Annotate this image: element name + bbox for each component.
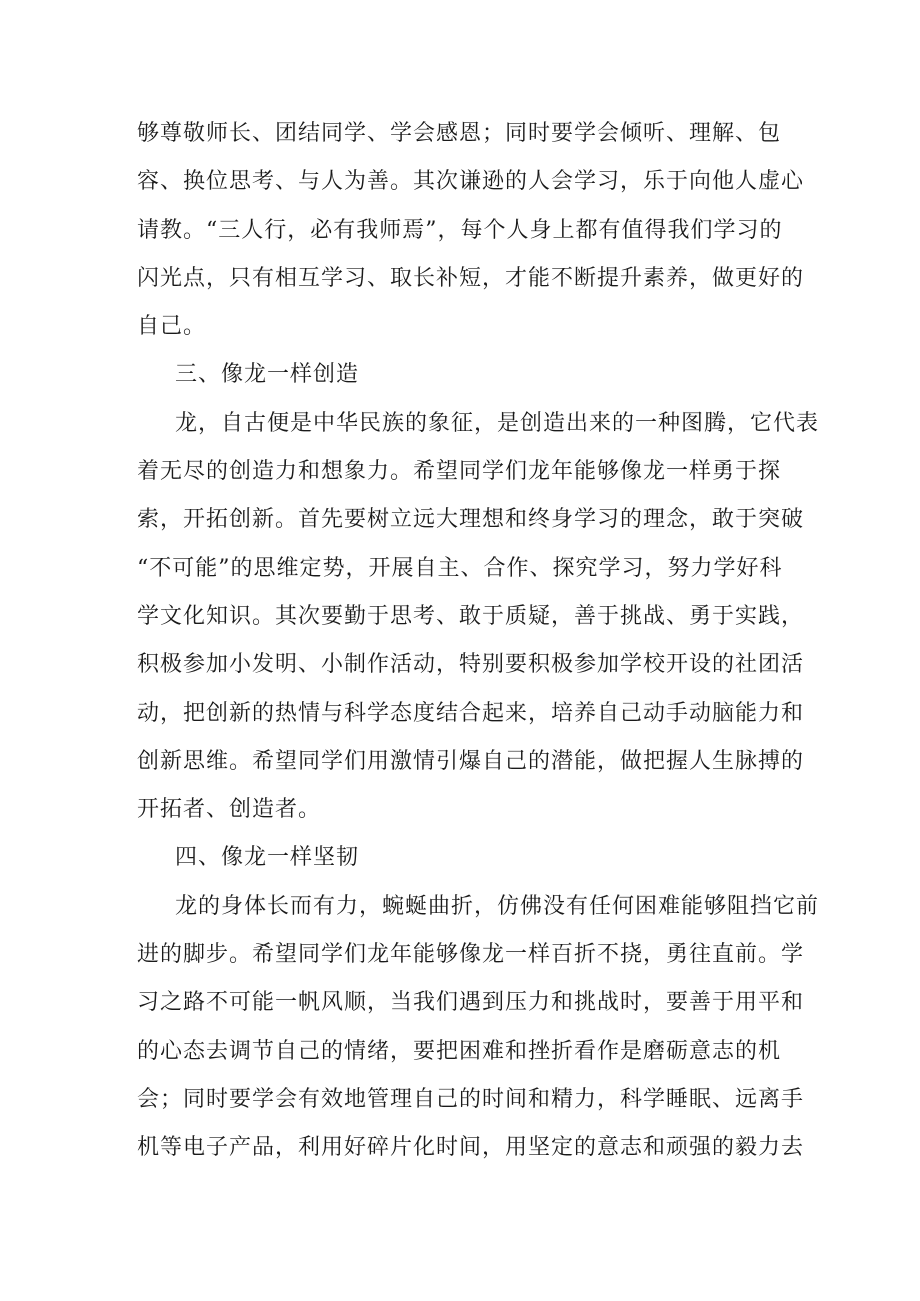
- text-line: 学文化知识。其次要勤于思考、敢于质疑，善于挑战、勇于实践，: [137, 603, 805, 629]
- text-line: 创新思维。希望同学们用激情引爆自己的潜能，做把握人生脉搏的: [137, 748, 805, 774]
- text-line: 请教。“三人行，必有我师焉”，每个人身上都有值得我们学习的: [137, 217, 783, 243]
- section-heading: 三、像龙一样创造: [175, 362, 360, 388]
- text-line: 的心态去调节自己的情绪，要把困难和挫折看作是磨砺意志的机: [137, 1038, 782, 1064]
- text-line: 机等电子产品，利用好碎片化时间，用坚定的意志和顽强的毅力去: [137, 1135, 805, 1161]
- text-line: 够尊敬师长、团结同学、学会感恩；同时要学会倾听、理解、包: [137, 121, 782, 146]
- text-line: 动，把创新的热情与科学态度结合起来，培养自己动手动脑能力和: [137, 700, 805, 726]
- text-line: 闪光点，只有相互学习、取长补短，才能不断提升素养，做更好的: [137, 265, 805, 291]
- text-line: 习之路不可能一帆风顺，当我们遇到压力和挑战时，要善于用平和: [137, 990, 805, 1016]
- text-line: 龙的身体长而有力，蜿蜒曲折，仿佛没有任何困难能够阻挡它前: [175, 893, 820, 919]
- text-line: 着无尽的创造力和想象力。希望同学们龙年能够像龙一样勇于探: [137, 459, 782, 485]
- text-line: 积极参加小发明、小制作活动，特别要积极参加学校开设的社团活: [137, 652, 805, 678]
- text-line: 索，开拓创新。首先要树立远大理想和终身学习的理念，敢于突破: [137, 507, 805, 533]
- section-heading: 四、像龙一样坚韧: [175, 845, 360, 871]
- text-line: 开拓者、创造者。: [137, 797, 322, 823]
- text-line: 自己。: [137, 314, 207, 340]
- text-line: “不可能”的思维定势，开展自主、合作、探究学习，努力学好科: [137, 555, 783, 581]
- text-line: 容、换位思考、与人为善。其次谦逊的人会学习，乐于向他人虚心: [137, 169, 805, 195]
- body-text: [137, 110, 820, 1173]
- text-line: 进的脚步。希望同学们龙年能够像龙一样百折不挠，勇往直前。学: [137, 942, 805, 968]
- text-line: 会；同时要学会有效地管理自己的时间和精力，科学睡眠、远离手: [137, 1086, 805, 1112]
- text-line: 龙，自古便是中华民族的象征，是创造出来的一种图腾，它代表: [175, 410, 820, 436]
